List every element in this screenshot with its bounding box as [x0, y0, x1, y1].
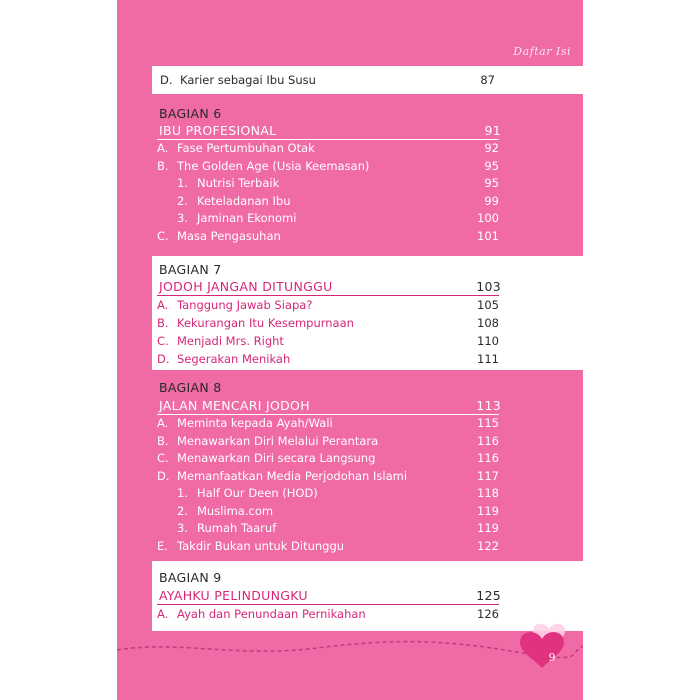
section-heading: BAGIAN 8 [159, 380, 222, 395]
page-ref: 108 [477, 316, 499, 330]
entry-text: Muslima.com [197, 503, 274, 518]
page-ref: 117 [477, 468, 499, 483]
page-ref: 105 [477, 298, 499, 312]
page-ref: 92 [484, 141, 499, 155]
page-ref: 126 [477, 607, 499, 621]
entry-text: C. [157, 451, 169, 465]
toc-band-top: D. Karier sebagai Ibu Susu 87 [152, 66, 583, 94]
entry-text: Meminta kepada Ayah/Wali [177, 416, 333, 430]
page-ref: 116 [477, 433, 499, 448]
entry-text: Keteladanan Ibu [197, 193, 291, 208]
entry-text: B. [157, 158, 169, 173]
entry-text: Tanggung Jawab Siapa? [177, 298, 313, 312]
entry-text: Kekurangan Itu Kesempurnaan [177, 316, 354, 330]
entry-text: Ayah dan Penundaan Pernikahan [177, 607, 366, 621]
entry-text: Takdir Bukan untuk Ditunggu [177, 538, 345, 553]
entry-text: D. [157, 352, 170, 366]
entry-text: Nutrisi Terbaik [197, 176, 280, 190]
entry-text: 3. [177, 521, 188, 535]
entry-text: A. [157, 298, 169, 312]
entry-text: The Golden Age (Usia Keemasan) [177, 158, 370, 173]
section-heading: BAGIAN 9 [159, 570, 222, 585]
entry-text: 1. [177, 176, 188, 190]
entry-text: C. [157, 334, 169, 348]
entry-text: A. [157, 416, 169, 430]
page-ref: 100 [477, 211, 499, 225]
entry-text: C. [157, 228, 169, 243]
page-ref: 116 [477, 451, 499, 465]
entry-text: D. [157, 468, 170, 483]
page-ref: 115 [477, 416, 499, 430]
entry-text: B. [157, 433, 169, 448]
decorative-wave [117, 632, 583, 662]
page-ref: 119 [477, 503, 499, 518]
section-heading: BAGIAN 6 [159, 106, 222, 121]
entry-text: Menawarkan Diri Melalui Perantara [177, 433, 379, 448]
toc-band-b9: BAGIAN 9 AYAHKU PELINDUNGKU 125 A. Ayah dan Penundaan Pernikahan 126 [152, 561, 583, 631]
page-ref: 119 [477, 521, 499, 535]
book-page: Daftar Isi D. Karier sebagai Ibu Susu 87 BAGIAN 6 IBU PROFESIONAL 91 A. Fase Pertumbuhan Otak 92 B. The Golden Age (Usia Keemasan) 95 1. Nutrisi Terbaik 95 2. Keteladanan Ibu 99 3. Jaminan Ekonomi 100 C. Masa Pengasuhan 101 BAGIAN 7 JODOH JANGAN DITUNGGU 103 A. Tanggung Jawab Siapa? 105 B. Kekurangan Itu Kesempurnaan 108 C. Menjadi Mrs. Right 110 D. Segerakan Menikah 111 BAGIAN 8 JALAN MENCARI JODOH 113 A. Meminta kepada Ayah/Wali 115 B. Menawarkan Diri Melalui Perantara 116 C. Menawarkan Diri secara Langsung 116 D. Memanfaatkan Media Perjodohan Islami 117 1. Half Our Deen (HOD) 118 2. Muslima.com 119 3. Rumah Taaruf 119 E. Takdir Bukan untuk Ditunggu 122 BAGIAN 9 AYAHKU PELINDUNGKU 125 A. Ayah dan Penundaan Pernikahan 126 9 [117, 0, 583, 700]
page-ref: 99 [484, 193, 499, 208]
page-ref: 101 [477, 228, 499, 243]
entry-text: Rumah Taaruf [197, 521, 277, 535]
entry-text: 2. [177, 503, 188, 518]
entry-text: E. [157, 538, 168, 553]
running-header: Daftar Isi [513, 45, 571, 58]
entry-text: 1. [177, 486, 188, 500]
entry-text: Segerakan Menikah [177, 352, 291, 366]
page-ref: 122 [477, 538, 499, 553]
section-heading: BAGIAN 7 [159, 262, 222, 277]
page-ref: 118 [477, 486, 499, 500]
entry-text: B. [157, 316, 169, 330]
entry-text: 2. [177, 193, 188, 208]
entry-text: Fase Pertumbuhan Otak [177, 141, 315, 155]
entry-text: A. [157, 141, 169, 155]
entry-text: 3. [177, 211, 188, 225]
title-underline [157, 604, 499, 605]
page-ref: 95 [484, 158, 499, 173]
page-ref: 95 [484, 176, 499, 190]
entry-text: Menawarkan Diri secara Langsung [177, 451, 376, 465]
entry-text: Jaminan Ekonomi [197, 211, 297, 225]
entry-text: Masa Pengasuhan [177, 228, 281, 243]
page-ref: 111 [477, 352, 499, 366]
entry-text: Half Our Deen (HOD) [197, 486, 318, 500]
entry-text: A. [157, 607, 169, 621]
entry-text: Memanfaatkan Media Perjodohan Islami [177, 468, 408, 483]
title-underline [157, 295, 499, 296]
toc-band-b7: BAGIAN 7 JODOH JANGAN DITUNGGU 103 A. Tanggung Jawab Siapa? 105 B. Kekurangan Itu Kesempurnaan 108 C. Menjadi Mrs. Right 110 D. Segerakan Menikah 111 [152, 256, 583, 370]
page-ref: 110 [477, 334, 499, 348]
page-number: 9 [548, 651, 556, 664]
entry-text: Menjadi Mrs. Right [177, 334, 284, 348]
